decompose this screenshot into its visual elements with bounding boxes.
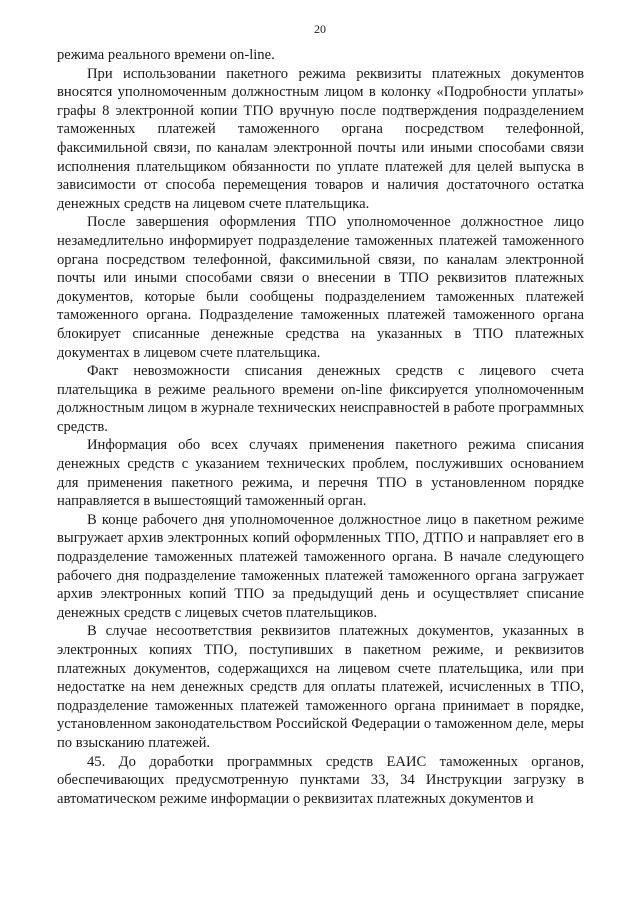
paragraph-requisites-mismatch: В случае несоответствия реквизитов платежных документов, указанных в электронных копиях ТПО, поступивших в пакетном режиме, и реквизитов платежных документов, содержащихся на лицевом счете плательщика, или при недостатке на нем денежных средств для оплаты платежей, исчисленных в ТПО, подразделение таможенных платежей таможенного органа принимает в порядке, установленном законодательством Российской Федерации о таможенном деле, меры по взысканию платежей.	[57, 623, 584, 751]
paragraph-debit-impossibility: Факт невозможности списания денежных средств с лицевого счета плательщика в режиме реального времени on-line фиксируется уполномоченным должностным лицом в журнале технических неисправностей в работе программных средств.	[57, 363, 584, 435]
document-body	[57, 46, 584, 808]
paragraph-batch-mode-information: Информация обо всех случаях применения пакетного режима списания денежных средств с указанием технических проблем, послуживших основанием для применения пакетного режима, и перечня ТПО в установленном порядке направляется в вышестоящий таможенный орган.	[57, 437, 584, 510]
paragraph-batch-mode-requisites: При использовании пакетного режима реквизиты платежных документов вносятся уполномоченным должностным лицом в колонку «Подробности уплаты» графы 8 электронной копии ТПО вручную после подтверждения подразделением таможенных платежей таможенного органа посредством телефонной, факсимильной связи, по каналам электронной почты или иными способами связи исполнения плательщиком обязанности по уплате платежей для целей выпуска в зависимости от способа перемещения товаров и наличия достаточного остатка денежных средств на лицевом счете плательщика.	[57, 65, 584, 212]
paragraph-after-registration: После завершения оформления ТПО уполномоченное должностное лицо незамедлительно информирует подразделение таможенных платежей таможенного органа посредством телефонной, факсимильной связи, по каналам электронной почты или иными способами связи о внесении в ТПО реквизитов платежных документов, которые были сообщены подразделением таможенных платежей таможенного органа. Подразделение таможенных платежей таможенного органа блокирует списанные денежные средства на указанных в ТПО платежных документах в лицевом счете плательщика.	[57, 214, 584, 361]
paragraph-item-45: 45. До доработки программных средств ЕАИС таможенных органов, обеспечивающих предусмотренную пунктами 33, 34 Инструкции загрузку в автоматическом режиме информации о реквизитах платежных документов и	[57, 753, 584, 807]
paragraph-end-of-day: В конце рабочего дня уполномоченное должностное лицо в пакетном режиме выгружает архив электронных копий оформленных ТПО, ДТПО и направляет его в подразделение таможенных платежей таможенного органа. В начале следующего рабочего дня подразделение таможенных платежей таможенного органа загружает архив электронных копий ТПО за предыдущий день и осуществляет списание денежных средств с лицевых счетов плательщиков.	[57, 511, 584, 621]
page-number: 20	[314, 22, 326, 36]
paragraph-continuation: режима реального времени on-line.	[57, 47, 275, 63]
